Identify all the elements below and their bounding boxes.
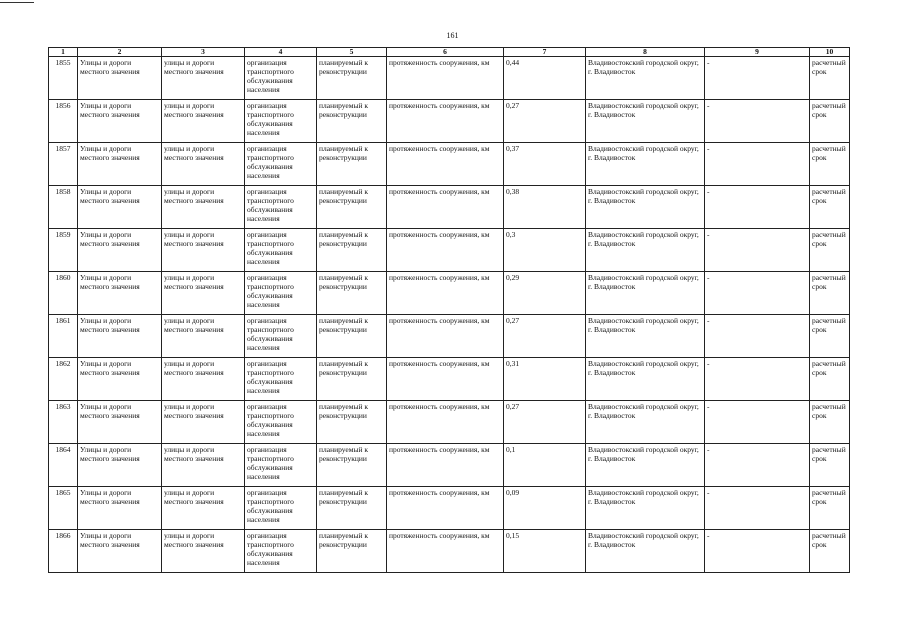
cell-characteristic: протяженность сооружения, км — [387, 272, 504, 315]
cell-object-kind: улицы и дороги местного значения — [162, 100, 245, 143]
cell-row-number: 1859 — [49, 229, 78, 272]
cell-purpose: организация транспортного обслуживания населения — [245, 487, 317, 530]
cell-status: планируемый к реконструкции — [317, 530, 387, 573]
cell-purpose: организация транспортного обслуживания населения — [245, 358, 317, 401]
cell-purpose: организация транспортного обслуживания населения — [245, 272, 317, 315]
cell-value: 0,31 — [504, 358, 586, 401]
cell-object-type: Улицы и дороги местного значения — [78, 186, 162, 229]
cell-location: Владивостокский городской округ, г. Владивосток — [586, 57, 705, 100]
cell-object-kind: улицы и дороги местного значения — [162, 57, 245, 100]
cell-row-number: 1866 — [49, 530, 78, 573]
cell-object-kind: улицы и дороги местного значения — [162, 315, 245, 358]
cell-object-kind: улицы и дороги местного значения — [162, 186, 245, 229]
cell-object-type: Улицы и дороги местного значения — [78, 272, 162, 315]
column-header-3: 3 — [162, 48, 245, 57]
cell-value: 0,27 — [504, 100, 586, 143]
cell-deadline: расчетный срок — [810, 487, 850, 530]
table-row — [49, 444, 850, 487]
cell-characteristic: протяженность сооружения, км — [387, 143, 504, 186]
page-number: 161 — [446, 31, 459, 40]
cell-object-type: Улицы и дороги местного значения — [78, 143, 162, 186]
cell-row-number: 1856 — [49, 100, 78, 143]
table-row — [49, 100, 850, 143]
cell-location: Владивостокский городской округ, г. Владивосток — [586, 315, 705, 358]
cell-zone: - — [705, 487, 810, 530]
cell-row-number: 1861 — [49, 315, 78, 358]
header-row — [49, 48, 850, 57]
cell-characteristic: протяженность сооружения, км — [387, 315, 504, 358]
cell-object-kind: улицы и дороги местного значения — [162, 401, 245, 444]
cell-location: Владивостокский городской округ, г. Владивосток — [586, 401, 705, 444]
table-row — [49, 401, 850, 444]
cell-object-kind: улицы и дороги местного значения — [162, 143, 245, 186]
cell-row-number: 1864 — [49, 444, 78, 487]
cell-purpose: организация транспортного обслуживания населения — [245, 143, 317, 186]
cell-location: Владивостокский городской округ, г. Владивосток — [586, 100, 705, 143]
cell-row-number: 1862 — [49, 358, 78, 401]
cell-purpose: организация транспортного обслуживания населения — [245, 530, 317, 573]
cell-characteristic: протяженность сооружения, км — [387, 487, 504, 530]
cell-location: Владивостокский городской округ, г. Владивосток — [586, 530, 705, 573]
table-row — [49, 57, 850, 100]
cell-zone: - — [705, 444, 810, 487]
cell-value: 0,29 — [504, 272, 586, 315]
cell-zone: - — [705, 143, 810, 186]
cell-object-type: Улицы и дороги местного значения — [78, 401, 162, 444]
cell-characteristic: протяженность сооружения, км — [387, 530, 504, 573]
cell-status: планируемый к реконструкции — [317, 315, 387, 358]
cell-purpose: организация транспортного обслуживания населения — [245, 229, 317, 272]
cell-zone: - — [705, 315, 810, 358]
table-row — [49, 358, 850, 401]
cell-row-number: 1857 — [49, 143, 78, 186]
cell-location: Владивостокский городской округ, г. Владивосток — [586, 358, 705, 401]
cell-zone: - — [705, 272, 810, 315]
cell-location: Владивостокский городской округ, г. Владивосток — [586, 229, 705, 272]
cell-purpose: организация транспортного обслуживания населения — [245, 57, 317, 100]
table-body — [49, 57, 850, 573]
table-row — [49, 229, 850, 272]
cell-object-type: Улицы и дороги местного значения — [78, 444, 162, 487]
column-header-8: 8 — [586, 48, 705, 57]
cell-deadline: расчетный срок — [810, 57, 850, 100]
cell-value: 0,44 — [504, 57, 586, 100]
cell-row-number: 1863 — [49, 401, 78, 444]
cell-location: Владивостокский городской округ, г. Владивосток — [586, 444, 705, 487]
cell-status: планируемый к реконструкции — [317, 444, 387, 487]
cell-purpose: организация транспортного обслуживания населения — [245, 444, 317, 487]
cell-deadline: расчетный срок — [810, 444, 850, 487]
cell-deadline: расчетный срок — [810, 272, 850, 315]
cell-value: 0,1 — [504, 444, 586, 487]
cell-status: планируемый к реконструкции — [317, 186, 387, 229]
cell-value: 0,27 — [504, 401, 586, 444]
cell-row-number: 1858 — [49, 186, 78, 229]
cell-deadline: расчетный срок — [810, 229, 850, 272]
table-row — [49, 186, 850, 229]
column-header-5: 5 — [317, 48, 387, 57]
cell-zone: - — [705, 358, 810, 401]
cell-location: Владивостокский городской округ, г. Владивосток — [586, 143, 705, 186]
cell-status: планируемый к реконструкции — [317, 272, 387, 315]
table-row — [49, 530, 850, 573]
cell-value: 0,09 — [504, 487, 586, 530]
cell-status: планируемый к реконструкции — [317, 100, 387, 143]
table-row — [49, 315, 850, 358]
cell-object-type: Улицы и дороги местного значения — [78, 487, 162, 530]
cell-zone: - — [705, 186, 810, 229]
cell-deadline: расчетный срок — [810, 401, 850, 444]
cell-object-type: Улицы и дороги местного значения — [78, 315, 162, 358]
corner-mark — [0, 2, 34, 3]
cell-location: Владивостокский городской округ, г. Владивосток — [586, 186, 705, 229]
cell-status: планируемый к реконструкции — [317, 401, 387, 444]
cell-deadline: расчетный срок — [810, 143, 850, 186]
table-row — [49, 143, 850, 186]
cell-value: 0,38 — [504, 186, 586, 229]
cell-deadline: расчетный срок — [810, 186, 850, 229]
cell-zone: - — [705, 57, 810, 100]
column-header-1: 1 — [49, 48, 78, 57]
cell-purpose: организация транспортного обслуживания населения — [245, 315, 317, 358]
cell-value: 0,3 — [504, 229, 586, 272]
cell-object-type: Улицы и дороги местного значения — [78, 358, 162, 401]
cell-object-type: Улицы и дороги местного значения — [78, 530, 162, 573]
cell-status: планируемый к реконструкции — [317, 487, 387, 530]
column-header-7: 7 — [504, 48, 586, 57]
column-header-6: 6 — [387, 48, 504, 57]
cell-object-kind: улицы и дороги местного значения — [162, 358, 245, 401]
column-header-2: 2 — [78, 48, 162, 57]
cell-characteristic: протяженность сооружения, км — [387, 358, 504, 401]
cell-object-kind: улицы и дороги местного значения — [162, 229, 245, 272]
cell-object-kind: улицы и дороги местного значения — [162, 530, 245, 573]
cell-deadline: расчетный срок — [810, 315, 850, 358]
cell-object-type: Улицы и дороги местного значения — [78, 57, 162, 100]
cell-object-kind: улицы и дороги местного значения — [162, 444, 245, 487]
cell-object-type: Улицы и дороги местного значения — [78, 100, 162, 143]
cell-characteristic: протяженность сооружения, км — [387, 229, 504, 272]
cell-deadline: расчетный срок — [810, 358, 850, 401]
cell-zone: - — [705, 229, 810, 272]
column-header-4: 4 — [245, 48, 317, 57]
cell-row-number: 1855 — [49, 57, 78, 100]
cell-characteristic: протяженность сооружения, км — [387, 401, 504, 444]
table-row — [49, 272, 850, 315]
cell-status: планируемый к реконструкции — [317, 358, 387, 401]
table-row — [49, 487, 850, 530]
cell-row-number: 1865 — [49, 487, 78, 530]
cell-value: 0,27 — [504, 315, 586, 358]
cell-location: Владивостокский городской округ, г. Владивосток — [586, 487, 705, 530]
cell-zone: - — [705, 401, 810, 444]
cell-status: планируемый к реконструкции — [317, 229, 387, 272]
column-header-10: 10 — [810, 48, 850, 57]
cell-value: 0,15 — [504, 530, 586, 573]
cell-zone: - — [705, 100, 810, 143]
cell-characteristic: протяженность сооружения, км — [387, 100, 504, 143]
cell-status: планируемый к реконструкции — [317, 57, 387, 100]
document-table — [48, 47, 850, 573]
cell-zone: - — [705, 530, 810, 573]
cell-characteristic: протяженность сооружения, км — [387, 57, 504, 100]
column-header-9: 9 — [705, 48, 810, 57]
cell-deadline: расчетный срок — [810, 100, 850, 143]
cell-object-kind: улицы и дороги местного значения — [162, 487, 245, 530]
cell-status: планируемый к реконструкции — [317, 143, 387, 186]
cell-object-type: Улицы и дороги местного значения — [78, 229, 162, 272]
cell-purpose: организация транспортного обслуживания населения — [245, 186, 317, 229]
cell-purpose: организация транспортного обслуживания населения — [245, 100, 317, 143]
cell-object-kind: улицы и дороги местного значения — [162, 272, 245, 315]
cell-characteristic: протяженность сооружения, км — [387, 444, 504, 487]
cell-location: Владивостокский городской округ, г. Владивосток — [586, 272, 705, 315]
cell-value: 0,37 — [504, 143, 586, 186]
cell-row-number: 1860 — [49, 272, 78, 315]
cell-deadline: расчетный срок — [810, 530, 850, 573]
cell-purpose: организация транспортного обслуживания населения — [245, 401, 317, 444]
cell-characteristic: протяженность сооружения, км — [387, 186, 504, 229]
